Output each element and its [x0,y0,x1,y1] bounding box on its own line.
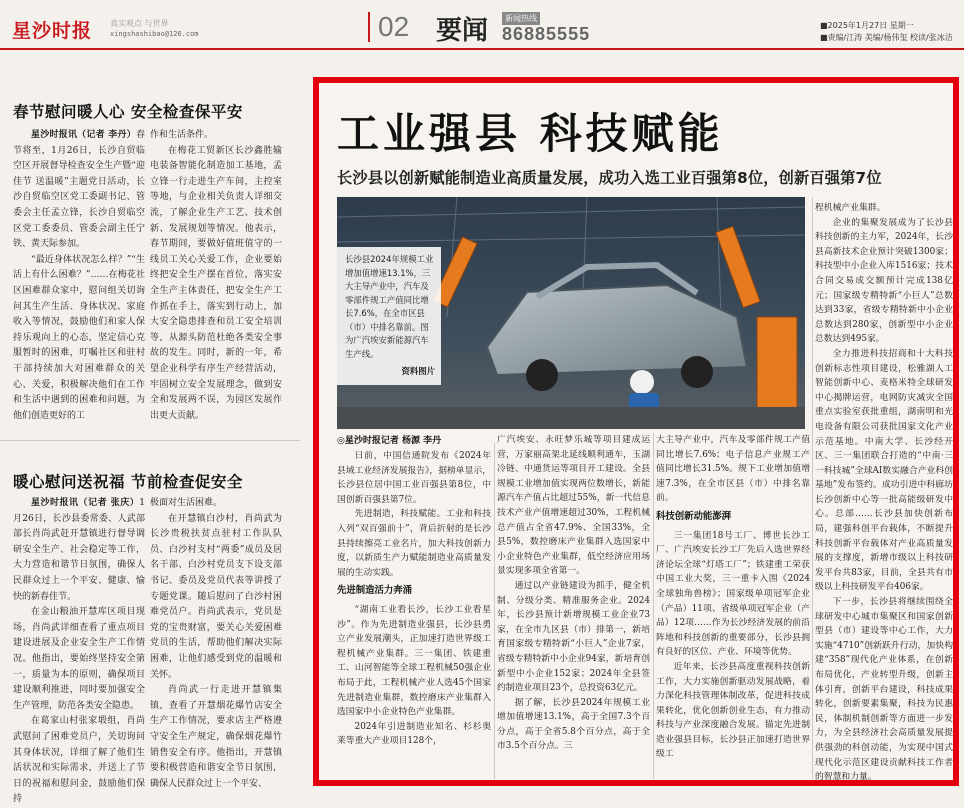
paragraph: “最近身体状况怎么样？”“生活上有什么困难？”……在梅花社区困难群众家中，慰问组关切询问其生产生活、身体状况、家庭收入等情况，鼓励他们和家人保持乐观向上的心态，坚定信心克服暂时的困难，叮嘱社区和驻村干部持续加大对困难群众的关心、关爱，积极解决他们在工作和生活中遇到的困难和问题，为他们创造更好的工 [13,254,145,421]
feature-column-1 [337,449,491,779]
paragraph: 肖尚武一行走进开慧镇集镇，查看了开慧烟花爆竹店安全生产工作情况，要求店主严格遵守安全生产规定，确保烟花爆竹销售安全有序。他指出，开慧镇要积极营造和谐安全节日氛围，确保人民群众过上一个平安、 [150,685,282,789]
section-title: 要闻 [436,16,489,46]
photo-credit: 资料图片 [401,366,435,376]
paragraph: 极面对生活困难。 [150,498,223,508]
article-column [150,496,282,790]
masthead [0,0,964,50]
paragraph: 在金山粮油开慧库区项目现场，肖尚武详细查看了重点项目建设进展及企业安全生产工作情况。他指出，要始终坚持安全第一，质量为本的原则，确保项目建设顺利推进，同时要加强安全生产管理，防范各类安全隐患。 [13,607,145,711]
paragraph: 广汽埃安、永旺梦乐城等项目建成运营，万家丽高架北延线顺利通车，玉湖冷链、中通货运等项目开工建设。全县规模工业增加值实现两位数增长，新能源汽车产值占比超过55%，新一代信息技术产业产值增速超过30%，工程机械总产值占全省47.9%、全国33%，全县5%，数控磨床产业集群入选国家中小企业特色产业集群，低空经济应用场景实现多项全省第一。 [497,435,650,577]
page-number: 02 [368,12,426,42]
contact-email: xingshashibao@126.com [110,30,199,38]
feature-headline: 工业强县 科技赋能 [337,109,724,158]
paragraph: 企业的集聚发展成为了长沙县科技创新的主力军，2024年，长沙县高新技术企业预计突破1300家；科技型中小企业入库1516家；技术合同交易成交额预计完成138亿元；国家级专精特新“小巨人”总数达到33家，省级专精特新中小企业总数达到280家，创新型中小企业总数达到495家。 [815,217,953,345]
column-divider [653,433,654,779]
feature-column-3 [656,433,810,779]
issue-date: ■2025年1月27日 星期一 [820,21,914,30]
section-subhead: 先进制造活力奔涌 [337,585,413,597]
paragraph: 程机械产业集群。 [815,203,886,213]
factory-photo [337,197,805,429]
newspaper-logo: 星沙时报 [12,20,93,42]
paragraph: 在梅花工贸新区长沙鑫胜输电装备智能化制造加工基地，孟立锋一行走进生产车间，主控室等地，与企业相关负责人详细交流，了解企业生产工艺、技术创新、发展规划等情况。他表示，春节期间，要做好值班值守的一线员工关心关爱工作，企业要始终把安全生产摆在首位，落实安全生产主体责任，把安全生产工作抓在手上，落实到行动上，加大安全隐患排查和员工安全培训等，从源头防范杜绝各类安全事故的发生。同时，新的一年，希望企业科学有序生产经营活动，牢固树立安全发展理念，做到安全和发展两不误，为园区发展作出更大贡献。 [150,145,282,421]
feature-column-2 [497,433,650,779]
article-column [150,128,282,421]
article-column [13,128,145,421]
paragraph: 2024年引进制造业知名、杉杉奥莱等重大产业项目128个， [337,721,491,747]
paragraph: 近年来，长沙县高度重视科技创新工作，大力实施创新驱动发展战略，着力深化科技管理体制改革，促进科技成果转化，优化创新创业生态，有力推动科技与产业深度融合发展。锚定先进制造业强县目标，长沙县正加速打造世界级工 [656,661,810,760]
feature-subheadline: 长沙县以创新赋能制造业高质量发展，成功入选工业百强第8位，创新百强第7位 [337,169,882,187]
header-divider [0,48,964,50]
feature-column-4 [815,201,953,783]
paragraph: 通过以产业链建设为抓手，健全机制、分级分类、精准服务企业。2024年，长沙县预计新增规模工业企业73家，在全市九区县（市）排第一，新培育国家级专精特新“小巨人”企业7家，省级专精特新中小企业94家，新培育创新型中小企业152家；2024年全县签约制造业项目23个，总投资63亿元。 [497,580,650,694]
paragraph: 在葛家山村张家塅组，肖尚武慰问了困难党员户，关切询问其身体状况，详细了解了他们生活状况和实际需求，并送上了节日的祝福和慰问金，鼓励他们保持 [13,716,145,805]
paragraph: 三一集团18号工厂、博世长沙工厂、广汽埃安长沙工厂先后入选世界经济论坛全球“灯塔工厂”；铁建重工荣获中国工业大奖，三一重卡入围《2024全球独角兽榜》；国家级单项冠军企业（产品）11项、省级单项冠军企业（产品）12项……作为长沙经济发展的前沿阵地和科技创新的重要部分，长沙县拥有良好的区位、产业、环境等优势。 [656,530,810,658]
article-byline: 星沙时报讯（记者 李丹） [31,130,136,140]
slogan: 真实观点 与世界 [110,19,169,28]
section-subhead: 科技创新动能澎湃 [656,510,732,522]
paragraph: 大主导产业中，汽车及零部件规工产值同比增长7.6%；电子信息产业规工产值同比增长31.5%。规下工业增加值增速7.3%，在全市区县（市）中排名靠前。 [656,435,810,504]
article-headline: 春节慰问暖人心 安全检查保平安 [13,103,243,121]
photo-caption [337,247,441,385]
column-divider [494,443,495,779]
feature-byline: ◎星沙时报记者 杨源 李丹 [337,436,442,446]
paragraph: 春节将至，1月26日，长沙自贸临空区开展督导检查安全生产暨“迎佳节 送温暖”主题党日活动，长沙自贸临空区党工委副书记、管委会主任孟立锋，长沙自贸临空区党工委委员、管委会副主任宁铁、黄天际参加。 [13,130,145,250]
hotline-label: 新闻热线 [502,12,540,25]
hotline-number: 86885555 [502,24,591,44]
paragraph: 下一步，长沙县将继续围绕全球研发中心城市集聚区和国家创新型县（市）建设等中心工作，大力实施“4710”创新跃升行动，加快构建“358”现代化产业体系，在创新布局优化，产业转型升级，创新主体引育，创新平台建设，科技成果转化，创新要素集聚，科技为民惠民，体制机制创新等方面进一步发力，为全县经济社会高质量发展提供强劲的科创动能，为实现中国式现代化示范区建设贡献科技工作者的智慧和力量。 [815,597,953,783]
paragraph: 1月26日，长沙县委常委、人武部部长肖尚武赶开慧镇进行督导调研安全生产、社会稳定等工作，大力营造和谐节日氛围，确保人民群众过上一个平安、健康、愉快的新春佳节。 [13,498,145,602]
paragraph: 在开慧镇白沙村，肖尚武为长沙贵税扶贫点驻村工作队队员、白沙村支村“两委”成员及居名干部、白沙村党员支下设支部书记、委员及党员代表等讲授了专题党课。随后慰问了白沙村困难党员户。肖尚武表示，党员是党的宝贵财富，要关心关爱困难党员的生活，帮助他们解决实际困难，让他们感受到党的温暖和关怀。 [150,513,282,680]
article-divider [0,440,300,441]
paragraph: 据了解，长沙县2024年规模工业增加值增速13.1%，高于全国7.3个百分点，高于全省5.8个百分点，高于全市3.5个百分点。三 [497,697,650,752]
paragraph: 作和生活条件。 [150,130,214,140]
paragraph: “湖南工业看长沙，长沙工业看星沙”。作为先进制造业强县，长沙县勇立产业发展潮头，正加速打造世界级工程机械产业集群。三一集团、铁建重工、山河智能等全球工程机械50强企业布局于此，工程机械产业人选45个国家先进制造业集群，数控磨床产业集群入选国家中小企业特色产业集群。 [337,604,491,718]
paragraph: 全力推进科技招商和十大科技创新标志性项目建设，松雅湖人工智能创新中心、麦格米特全球研发中心揭牌运营，电网防灾减灾全国重点实验室获批重组，湖南明和光电设备有限公司获批国家文化产业示范基地。中南大学、长沙经开区、三一集团联合打造的“中南·三一科技城”全球AI数实融合产业科创基地”发布签约。成功引进中科廊坊长沙创新中心等一批高能级研发中心。总部……长沙县加快创新布局，建强科创平台载体，不断提升科技创新平台载体对产业高质量发展的支撑度，新增市级以上科技研发平台共83家，目前，全县共有市级以上科技研发平台406家。 [815,348,953,593]
column-divider [812,197,813,779]
article-byline: 星沙时报讯（记者 张庆） [31,498,140,508]
caption-text: 长沙县2024年规模工业增加值增速13.1%，三大主导产业中，汽车及零部件规工产值同比增长7.6%，在全市区县（市）中排名靠前。图为广汽埃安新能源汽车生产线。 [345,254,434,359]
article-headline: 暖心慰问送祝福 节前检查促安全 [13,473,243,491]
paragraph: 日前，中国信通院发布《2024年县域工业经济发展报告》，据榜单显示，长沙县位居中国工业百强县第8位，中国创新百强县第7位。 [337,451,491,505]
paragraph: 先进制造，科技赋能。工业和科技入列“双百强前十”，背后折射的是长沙县持续擦亮工业名片，加大科技创新力度，以新质生产力赋能制造业高质量发展的生动实践。 [337,509,491,578]
editor-credits: ■责编/江涛 美编/杨伟玺 校读/张冰洁 [820,33,953,42]
featured-story-frame [313,77,959,786]
article-column [13,496,145,805]
